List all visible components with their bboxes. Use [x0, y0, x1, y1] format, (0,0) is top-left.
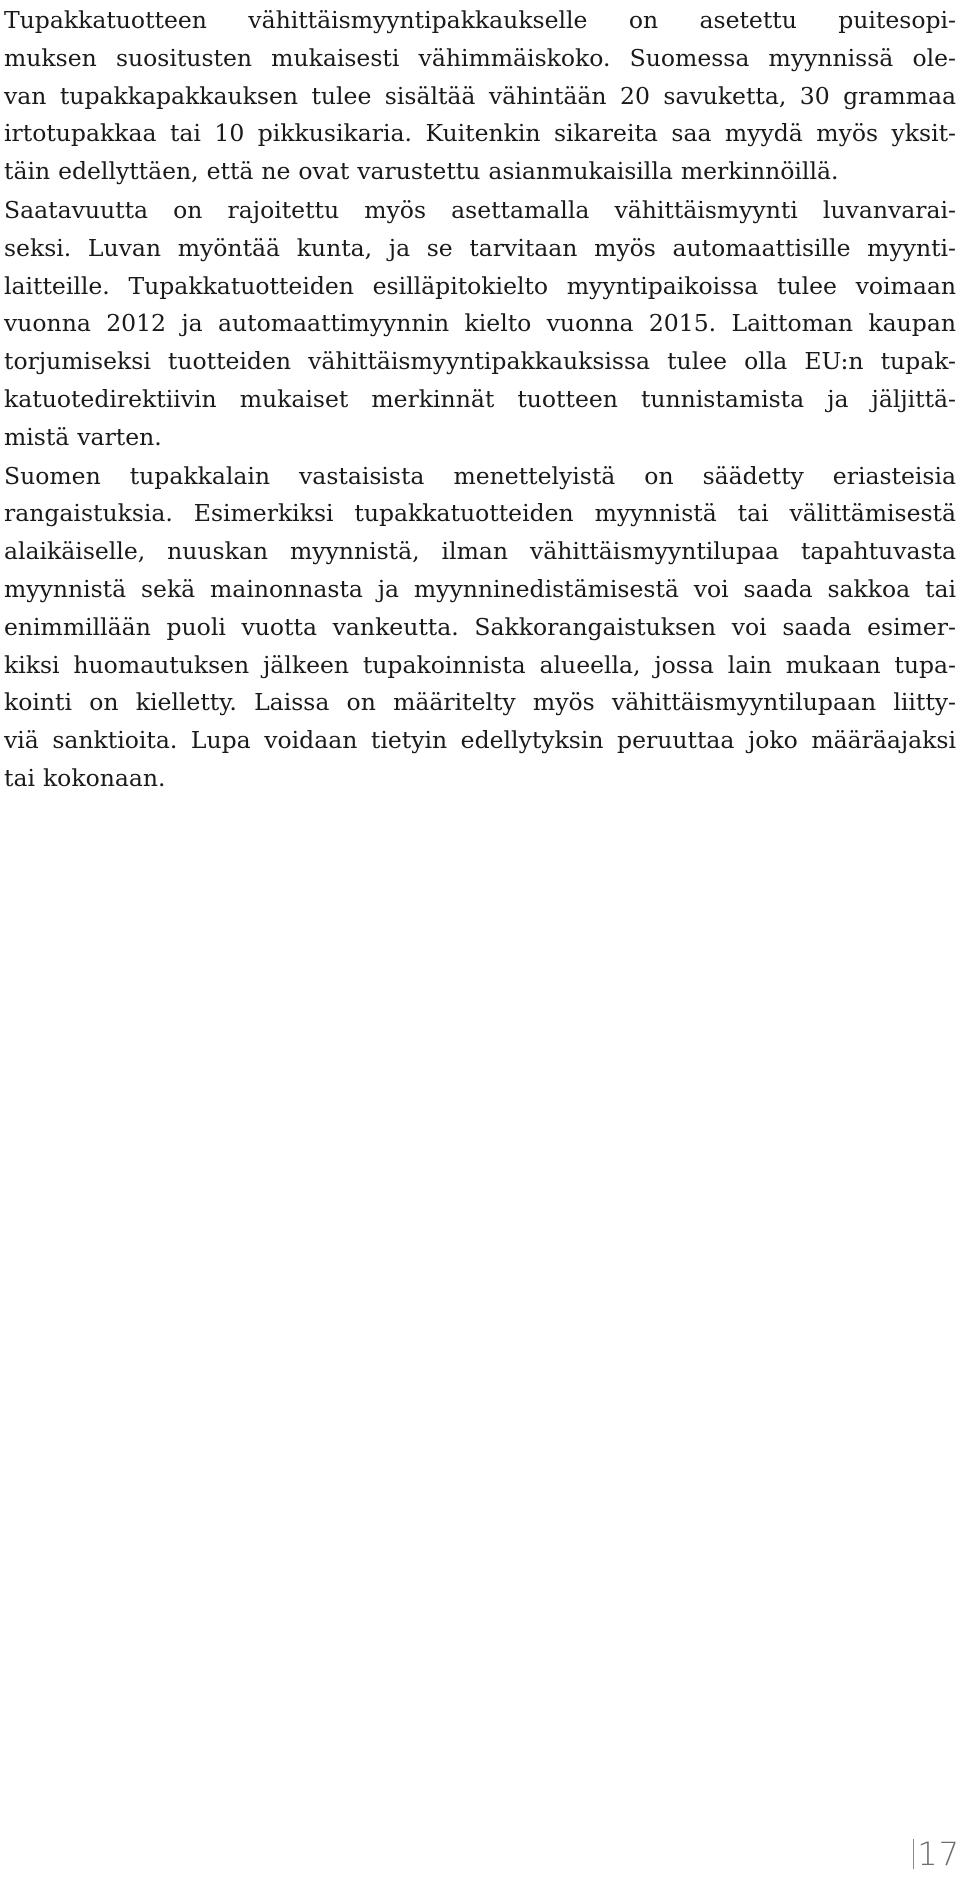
text-line: seksi. Luvan myöntää kunta, ja se tarvitaan myös automaattisille myynti-: [4, 233, 956, 262]
text-line: Suomen tupakkalain vastaisista menettelyistä on säädetty eriasteisia: [4, 461, 956, 490]
text-line: tai kokonaan.: [4, 763, 166, 792]
text-line: muksen suositusten mukaisesti vähimmäiskoko. Suomessa myynnissä ole-: [4, 43, 956, 72]
text-line: myynnistä sekä mainonnasta ja myynninedistämisestä voi saada sakkoa tai: [4, 574, 956, 603]
text-line: enimmillään puoli vuotta vankeutta. Sakkorangaistuksen voi saada esimer-: [4, 612, 956, 641]
text-line: katuotedirektiivin mukaiset merkinnät tuotteen tunnistamista ja jäljittä-: [4, 384, 956, 413]
paragraph-packaging: [4, 2, 956, 191]
text-line: Saatavuutta on rajoitettu myös asettamalla vähittäismyynti luvanvarai-: [4, 195, 956, 224]
text-line: kiksi huomautuksen jälkeen tupakoinnista alueella, jossa lain mukaan tupa-: [4, 650, 956, 679]
text-line: täin edellyttäen, että ne ovat varustettu asianmukaisilla merkinnöillä.: [4, 157, 839, 186]
text-line: kointi on kielletty. Laissa on määritelty myös vähittäismyyntilupaan liitty-: [4, 688, 956, 717]
text-line: laitteille. Tupakkatuotteiden esilläpitokielto myyntipaikoissa tulee voimaan: [4, 271, 956, 300]
paragraph-availability: [4, 192, 956, 457]
text-line: viä sanktioita. Lupa voidaan tietyin edellytyksin peruuttaa joko määräajaksi: [4, 726, 956, 755]
text-line: rangaistuksia. Esimerkiksi tupakkatuotteiden myynnistä tai välittämisestä: [4, 499, 956, 528]
page-number: 17: [917, 1835, 960, 1873]
text-line: mistä varten.: [4, 422, 162, 451]
body-text: [4, 0, 956, 798]
text-line: Tupakkatuotteen vähittäismyyntipakkaukselle on asetettu puitesopi-: [4, 6, 956, 34]
paragraph-penalties: [4, 458, 956, 798]
text-line: torjumiseksi tuotteiden vähittäismyyntipakkauksissa tulee olla EU:n tupak-: [4, 347, 956, 376]
text-line: vuonna 2012 ja automaattimyynnin kielto vuonna 2015. Laittoman kaupan: [4, 309, 956, 338]
text-line: irtotupakkaa tai 10 pikkusikaria. Kuitenkin sikareita saa myydä myös yksit-: [4, 119, 956, 148]
text-line: alaikäiselle, nuuskan myynnistä, ilman vähittäismyyntilupaa tapahtuvasta: [4, 537, 956, 566]
text-line: van tupakkapakkauksen tulee sisältää vähintään 20 savuketta, 30 grammaa: [4, 81, 956, 110]
